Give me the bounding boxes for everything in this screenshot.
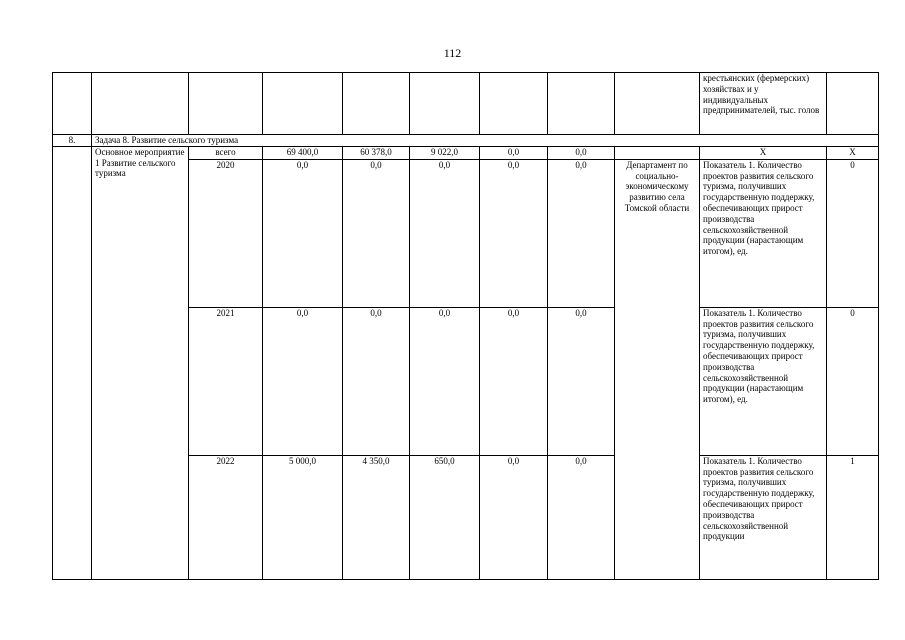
cell-empty — [53, 73, 92, 135]
year: 2020 — [189, 159, 263, 307]
cell-empty — [53, 146, 92, 579]
cell-empty — [480, 73, 548, 135]
value-v3: 650,0 — [410, 455, 480, 579]
total-row — [53, 146, 879, 159]
page-number: 112 — [443, 46, 462, 60]
total-v1: 69 400,0 — [263, 146, 343, 159]
cell-empty — [343, 73, 410, 135]
value-v3: 0,0 — [410, 159, 480, 307]
value-v4: 0,0 — [480, 455, 548, 579]
value-v5: 0,0 — [548, 159, 615, 307]
cell-empty — [263, 73, 343, 135]
cell-empty — [410, 73, 480, 135]
indicator-text: Показатель 1. Количество проектов развития сельского туризма, получивших государственную поддержку, обеспечивающих прирост производства сельскохозяйственной продукции (нарастающим итогом), ед. — [700, 307, 827, 455]
total-label: всего — [189, 146, 263, 159]
department: Департамент по социально-экономическому развитию села Томской области — [615, 159, 700, 579]
total-v3: 9 022,0 — [410, 146, 480, 159]
value-v4: 0,0 — [480, 307, 548, 455]
cell-empty — [615, 146, 700, 159]
value-v2: 0,0 — [343, 159, 410, 307]
activity-name: Основное мероприятие 1 Развитие сельского туризма — [92, 146, 189, 579]
task-row — [53, 135, 879, 147]
value-v1: 5 000,0 — [263, 455, 343, 579]
target-value: 1 — [827, 455, 879, 579]
program-table — [52, 72, 879, 580]
cell-empty — [92, 73, 189, 135]
target-value: 0 — [827, 159, 879, 307]
cell-empty — [615, 73, 700, 135]
continuation-row — [53, 73, 879, 135]
value-v1: 0,0 — [263, 159, 343, 307]
target-value: 0 — [827, 307, 879, 455]
value-v4: 0,0 — [480, 159, 548, 307]
total-v5: 0,0 — [548, 146, 615, 159]
value-v2: 0,0 — [343, 307, 410, 455]
task-number: 8. — [53, 135, 92, 147]
indicator-continuation: крестьянских (фермерских) хозяйствах и у индивидуальных предпринимателей, тыс. голов — [700, 73, 827, 135]
total-target: X — [827, 146, 879, 159]
cell-empty — [189, 73, 263, 135]
total-v4: 0,0 — [480, 146, 548, 159]
value-v3: 0,0 — [410, 307, 480, 455]
value-v1: 0,0 — [263, 307, 343, 455]
value-v2: 4 350,0 — [343, 455, 410, 579]
cell-empty — [827, 73, 879, 135]
task-title: Задача 8. Развитие сельского туризма — [92, 135, 879, 147]
cell-empty — [548, 73, 615, 135]
indicator-text: Показатель 1. Количество проектов развития сельского туризма, получивших государственную поддержку, обеспечивающих прирост производства сельскохозяйственной продукции (нарастающим итогом), ед. — [700, 159, 827, 307]
indicator-text: Показатель 1. Количество проектов развития сельского туризма, получивших государственную поддержку, обеспечивающих прирост производства сельскохозяйственной продукции — [700, 455, 827, 579]
year: 2021 — [189, 307, 263, 455]
value-v5: 0,0 — [548, 455, 615, 579]
total-v2: 60 378,0 — [343, 146, 410, 159]
total-indicator: X — [700, 146, 827, 159]
value-v5: 0,0 — [548, 307, 615, 455]
year: 2022 — [189, 455, 263, 579]
